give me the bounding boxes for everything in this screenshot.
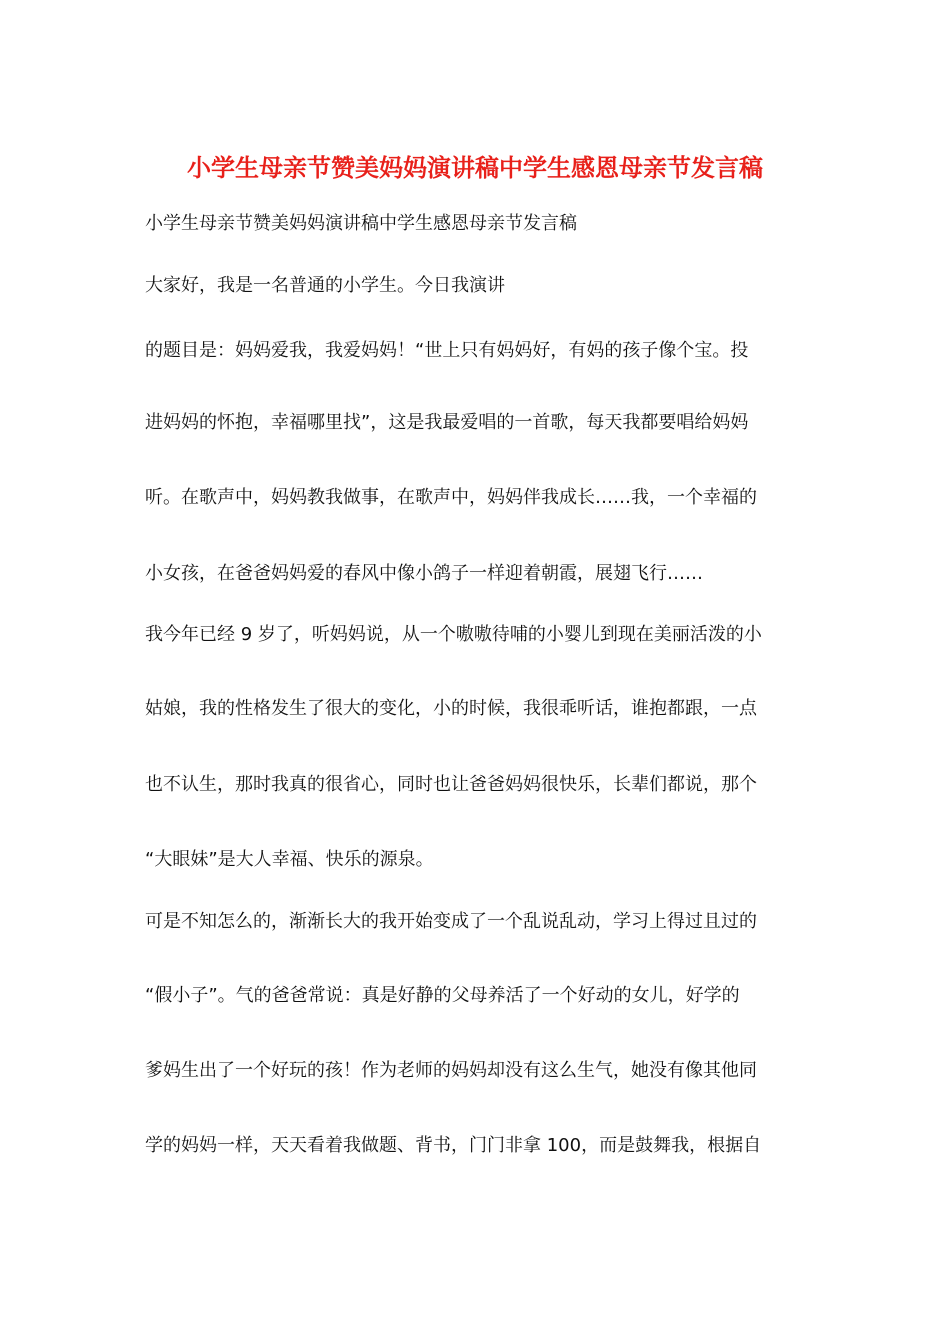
body-line-14: 学的妈妈一样，天天看着我做题、背书，门门非拿 100，而是鼓舞我，根据自 [145, 1135, 762, 1156]
body-line-1: 小学生母亲节赞美妈妈演讲稿中学生感恩母亲节发言稿 [145, 213, 577, 234]
body-line-10: “大眼妹”是大人幸福、快乐的源泉。 [145, 849, 434, 870]
body-line-7: 我今年已经 9 岁了，听妈妈说，从一个嗷嗷待哺的小婴儿到现在美丽活泼的小 [145, 624, 762, 645]
body-line-8: 姑娘，我的性格发生了很大的变化，小的时候，我很乖听话，谁抱都跟，一点 [145, 698, 757, 719]
body-line-11: 可是不知怎么的，渐渐长大的我开始变成了一个乱说乱动，学习上得过且过的 [145, 911, 757, 932]
body-line-6: 小女孩，在爸爸妈妈爱的春风中像小鸽子一样迎着朝霞，展翅飞行…… [145, 563, 703, 584]
body-line-2: 大家好，我是一名普通的小学生。今日我演讲 [145, 275, 505, 296]
body-line-5: 听。在歌声中，妈妈教我做事，在歌声中，妈妈伴我成长……我，一个幸福的 [145, 487, 757, 508]
body-line-3: 的题目是：妈妈爱我，我爱妈妈！“世上只有妈妈好，有妈的孩子像个宝。投 [145, 340, 749, 361]
body-line-12: “假小子”。气的爸爸常说：真是好静的父母养活了一个好动的女儿，好学的 [145, 985, 740, 1006]
body-line-13: 爹妈生出了一个好玩的孩！作为老师的妈妈却没有这么生气，她没有像其他同 [145, 1060, 757, 1081]
body-line-4: 进妈妈的怀抱，幸福哪里找”，这是我最爱唱的一首歌，每天我都要唱给妈妈 [145, 412, 749, 433]
body-line-9: 也不认生，那时我真的很省心，同时也让爸爸妈妈很快乐，长辈们都说，那个 [145, 774, 757, 795]
document-title: 小学生母亲节赞美妈妈演讲稿中学生感恩母亲节发言稿 [187, 153, 763, 182]
